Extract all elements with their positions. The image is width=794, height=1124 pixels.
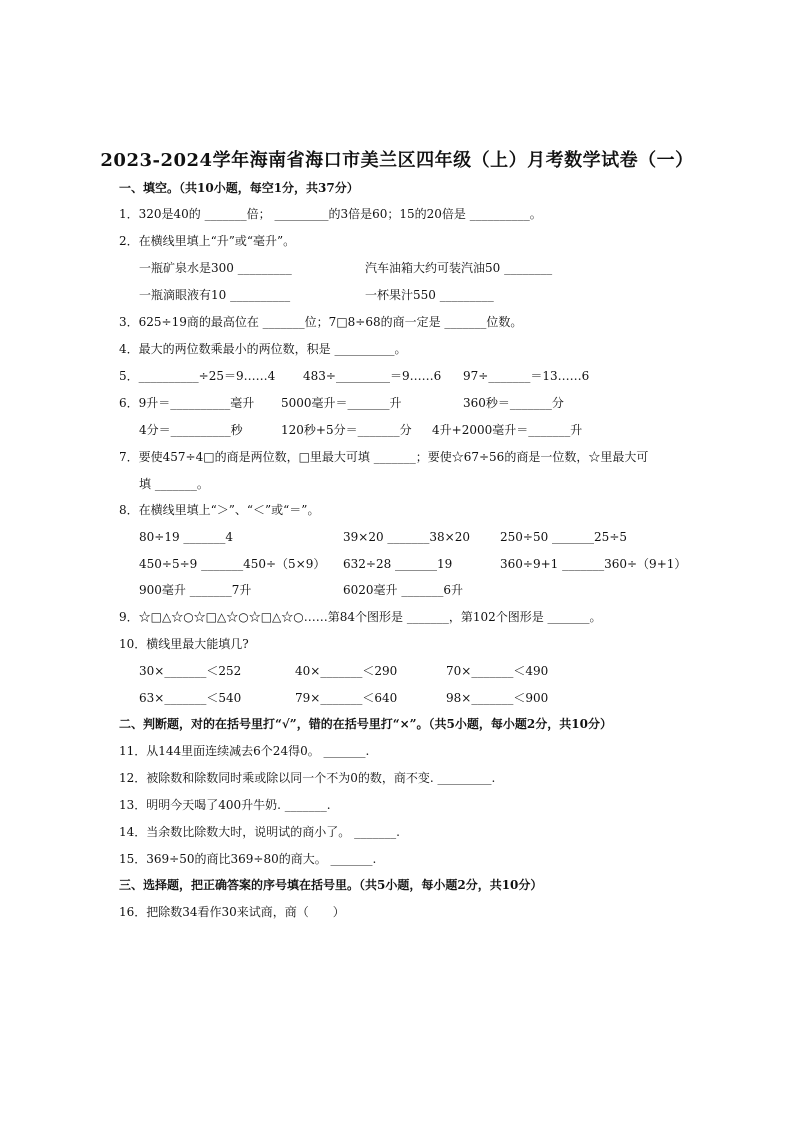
question-6-item-c: 360秒＝_______分 <box>463 396 564 410</box>
question-16: 16．把除数34看作30来试商，商（ ） <box>119 905 345 919</box>
question-6-item-f: 4升+2000毫升＝_______升 <box>432 423 583 437</box>
question-11: 11．从144里面连续减去6个24得0。 _______. <box>119 744 370 758</box>
question-10-r2-c: 98×_______＜900 <box>446 691 549 705</box>
section-2-heading: 二、判断题，对的在括号里打“√”，错的在括号里打“×”。（共5小题，每小题2分，共10分） <box>119 717 612 731</box>
question-2-stem: 2．在横线里填上“升”或“毫升”。 <box>119 234 296 248</box>
question-8-r2-b: 632÷28 _______19 <box>343 557 453 571</box>
question-12: 12．被除数和除数同时乘或除以同一个不为0的数，商不变. _________. <box>119 771 496 785</box>
question-6-item-e: 120秒+5分＝_______分 <box>281 423 412 437</box>
question-10-r2-a: 63×_______＜540 <box>139 691 242 705</box>
question-8-r3-b: 6020毫升 _______6升 <box>343 583 463 597</box>
question-1: 1．320是40的 _______倍； _________的3倍是60；15的20倍是 __________。 <box>119 207 542 221</box>
question-2-item-b: 汽车油箱大约可装汽油50 ________ <box>365 261 553 275</box>
question-8-r3-a: 900毫升 _______7升 <box>139 583 252 597</box>
question-9: 9．☆□△☆○☆□△☆○☆□△☆○……第84个图形是 _______，第102个图形是 _______。 <box>119 610 602 624</box>
section-3-heading: 三、选择题，把正确答案的序号填在括号里。（共5小题，每小题2分，共10分） <box>119 878 543 892</box>
question-15: 15．369÷50的商比369÷80的商大。 _______. <box>119 852 377 866</box>
question-8-r1-b: 39×20 _______38×20 <box>343 530 471 544</box>
question-4: 4．最大的两位数乘最小的两位数，积是 __________。 <box>119 342 407 356</box>
question-13: 13．明明今天喝了400升牛奶. _______. <box>119 798 331 812</box>
question-2-item-a: 一瓶矿泉水是300 _________ <box>139 261 292 275</box>
question-5-item-c: 97÷_______＝13……6 <box>463 369 590 383</box>
question-10-r1-a: 30×_______＜252 <box>139 664 242 678</box>
question-2-item-c: 一瓶滴眼液有10 __________ <box>139 288 291 302</box>
question-8-r1-a: 80÷19 _______4 <box>139 530 234 544</box>
question-7-line-2: 填 _______。 <box>139 477 209 491</box>
question-8-r2-c: 360÷9+1 _______360÷（9+1） <box>500 557 687 571</box>
question-10-r1-b: 40×_______＜290 <box>295 664 398 678</box>
question-8-stem: 8．在横线里填上“＞”、“＜”或“＝”。 <box>119 503 320 517</box>
question-2-item-d: 一杯果汁550 _________ <box>365 288 494 302</box>
question-8-r2-a: 450÷5÷9 _______450÷（5×9） <box>139 557 326 571</box>
question-8-r1-c: 250÷50 _______25÷5 <box>500 530 628 544</box>
question-6-item-b: 5000毫升＝_______升 <box>281 396 402 410</box>
question-10-stem: 10．横线里最大能填几? <box>119 637 249 651</box>
question-7-line-1: 7．要使457÷4□的商是两位数，□里最大可填 _______；要使☆67÷56的商是一位数，☆里最大可 <box>119 450 649 464</box>
question-10-r2-b: 79×_______＜640 <box>295 691 398 705</box>
question-14: 14．当余数比除数大时，说明试的商小了。 _______. <box>119 825 400 839</box>
question-5-item-a: 5．__________÷25＝9……4 <box>119 369 276 383</box>
question-6-item-d: 4分＝__________秒 <box>139 423 243 437</box>
question-6-item-a: 6．9升＝__________毫升 <box>119 396 255 410</box>
exam-title: 2023-2024学年海南省海口市美兰区四年级（上）月考数学试卷（一） <box>100 150 694 171</box>
question-10-r1-c: 70×_______＜490 <box>446 664 549 678</box>
question-3: 3．625÷19商的最高位在 _______位；7□8÷68的商一定是 _______位数。 <box>119 315 523 329</box>
question-5-item-b: 483÷_________＝9……6 <box>303 369 442 383</box>
section-1-heading: 一、填空。（共10小题，每空1分，共37分） <box>119 181 359 195</box>
